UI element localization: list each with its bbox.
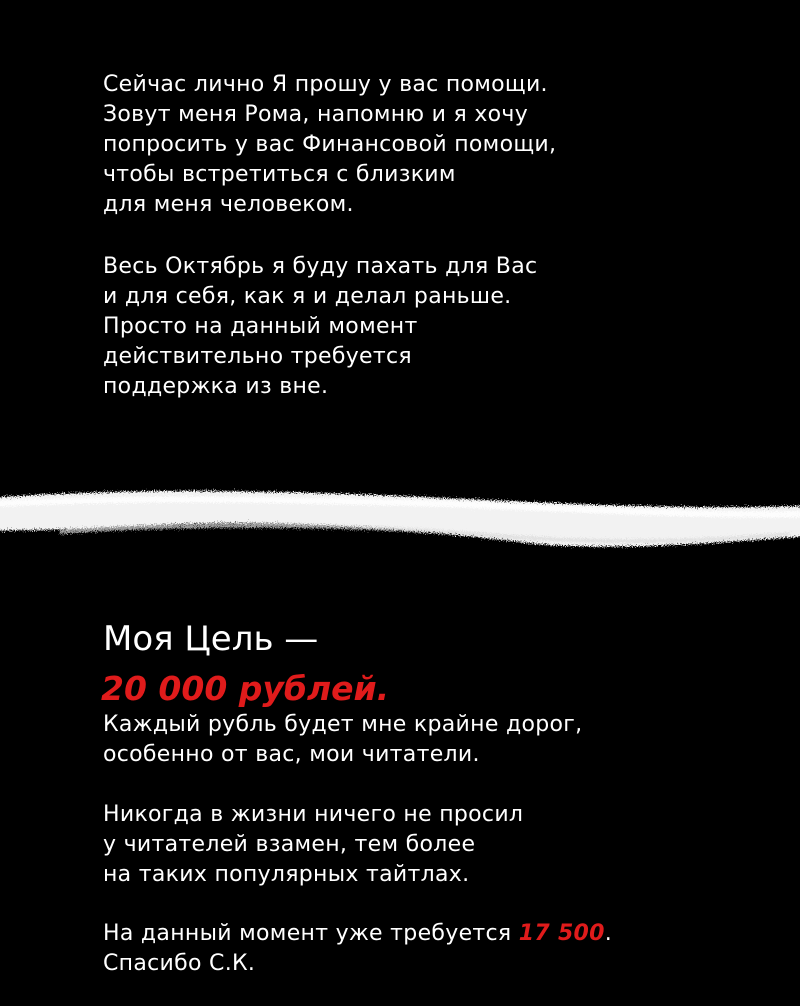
october-line: Весь Октябрь я буду пахать для Вас (103, 254, 538, 279)
never-asked-paragraph (103, 800, 523, 890)
intro-line: попросить у вас Финансовой помощи, (103, 132, 557, 157)
intro-line: Зовут меня Рома, напомню и я хочу (103, 102, 529, 127)
intro-line: для меня человеком. (103, 192, 354, 217)
never-asked-line: Никогда в жизни ничего не просил (103, 802, 524, 827)
signature: Спасибо С.К. (103, 951, 256, 976)
october-line: поддержка из вне. (103, 374, 329, 399)
intro-paragraph (103, 70, 556, 220)
october-line: и для себя, как я и делал раньше. (103, 284, 512, 309)
current-need-line (103, 919, 612, 949)
every-ruble-line: особенно от вас, мои читатели. (103, 742, 480, 767)
goal-heading: Моя Цель — (103, 619, 319, 659)
october-line: действительно требуется (103, 344, 412, 369)
intro-line: чтобы встретиться с близким (103, 162, 456, 187)
every-ruble-paragraph (103, 710, 582, 770)
every-ruble-line: Каждый рубль будет мне крайне дорог, (103, 712, 583, 737)
current-need-suffix: . (604, 921, 613, 946)
current-need-paragraph (103, 919, 612, 979)
chalk-brush-stroke (0, 470, 800, 570)
goal-amount: 20 000 рублей. (101, 669, 390, 708)
never-asked-line: на таких популярных тайтлах. (103, 862, 470, 887)
never-asked-line: у читателей взамен, тем более (103, 832, 476, 857)
needed-amount: 17 500 (518, 921, 605, 946)
intro-line: Сейчас лично Я прошу у вас помощи. (103, 72, 548, 97)
october-paragraph (103, 252, 537, 402)
current-need-prefix: На данный момент уже требуется (103, 921, 519, 946)
october-line: Просто на данный момент (103, 314, 418, 339)
